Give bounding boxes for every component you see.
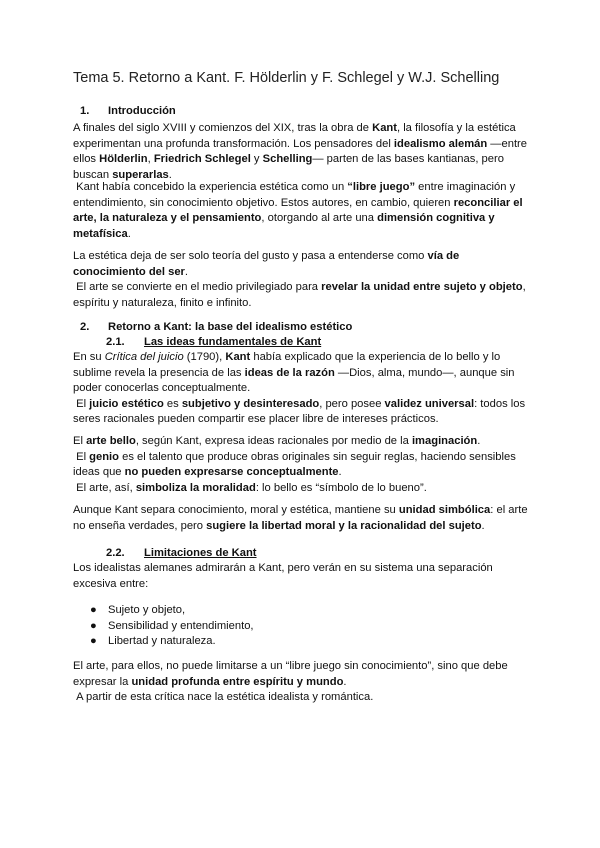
subsection-2-2-title: Limitaciones de Kant (144, 547, 257, 559)
list-item: ● Sujeto y objeto, (90, 603, 254, 619)
subsection-2-1-number: 2.1. (106, 336, 125, 348)
intro-paragraph-2: Kant había concebido la experiencia estética como un “libre juego” entre imaginación y entendimiento, sin conocimiento objetivo. Estos autores, en cambio, quieren reconciliar el arte, la naturaleza y el pensamiento, otorgando al arte una dimensión cognitiva y metafísica. (73, 181, 523, 240)
subsection-2-2-number: 2.2. (106, 547, 125, 559)
subsection-2-1-title: Las ideas fundamentales de Kant (144, 336, 322, 348)
list-item: ● Sensibilidad y entendimiento, (90, 619, 254, 635)
section-1-heading (80, 105, 176, 117)
intro-paragraph-1: A finales del siglo XVIII y comienzos del XIX, tras la obra de Kant, la filosofía y la estética experimentan una profunda transformación. Los pensadores del idealismo alemán —entre ellos Hölderlin, Friedrich Schlegel y Schelling— parten de las bases kantianas, pero buscan superarlas. (73, 122, 527, 181)
bullet-icon: ● (90, 635, 97, 647)
bullet-icon: ● (90, 619, 97, 632)
bullet-icon: ● (90, 604, 97, 616)
kant-paragraph-1: En su Crítica del juicio (1790), Kant había explicado que la experiencia de lo bello y lo sublime revela la presencia de las ideas de la razón —Dios, alma, mundo—, aunque sin poder conocerlas conceptualmente. El juicio estético es subjetivo y desinteresado, pero posee validez universal: todos los seres racionales pueden compartir ese placer libre de intereses prácticos. (73, 351, 526, 425)
subsection-2-2-heading (106, 547, 257, 559)
section-2-number: 2. (80, 321, 90, 333)
separation-list (90, 603, 254, 650)
limitations-paragraph: Los idealistas alemanes admirarán a Kant, pero verán en su sistema una separación excesiva entre: (73, 562, 493, 590)
subsection-2-1-heading (106, 336, 321, 348)
kant-paragraph-2: El arte bello, según Kant, expresa ideas racionales por medio de la imaginación. El genio es el talento que produce obras originales sin seguir reglas, haciendo sensibles ideas que no pueden expresarse conceptualmente. El arte, así, simboliza la moralidad: lo bello es “símbolo de lo bueno”. (73, 435, 516, 494)
kant-paragraph-3: Aunque Kant separa conocimiento, moral y estética, mantiene su unidad simbólica: el arte no enseña verdades, pero sugiere la libertad moral y la racionalidad del sujeto. (73, 504, 528, 532)
section-1-title: Introducción (108, 105, 176, 117)
section-1-number: 1. (80, 105, 90, 117)
intro-paragraph-3: La estética deja de ser solo teoría del gusto y pasa a entenderse como vía de conocimiento del ser. El arte se convierte en el medio privilegiado para revelar la unidad entre sujeto y objeto, espíritu y naturaleza, finito e infinito. (73, 250, 526, 309)
section-2-title: Retorno a Kant: la base del idealismo estético (108, 321, 353, 333)
conclusion-paragraph: El arte, para ellos, no puede limitarse a un “libre juego sin conocimiento”, sino que debe expresar la unidad profunda entre espíritu y mundo. A partir de esta crítica nace la estética idealista y romántica. (73, 660, 508, 703)
list-item: ● Libertad y naturaleza. (90, 634, 254, 650)
document-title: Tema 5. Retorno a Kant. F. Hölderlin y F. Schlegel y W.J. Schelling (73, 70, 500, 86)
section-2-heading (80, 321, 352, 333)
